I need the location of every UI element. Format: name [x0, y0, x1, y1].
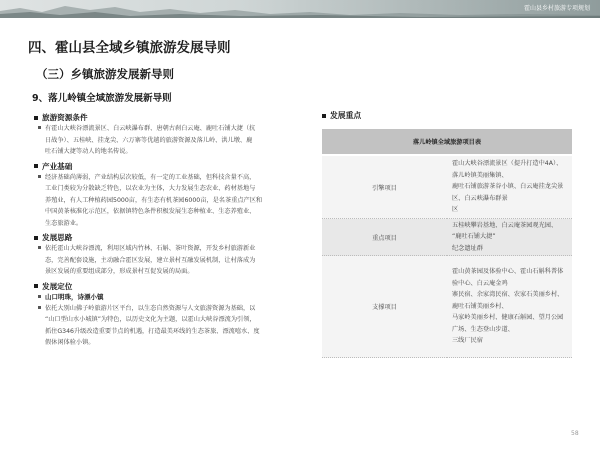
left-column	[34, 112, 300, 349]
cell-line: 纪念遗址群	[452, 244, 483, 252]
page-number: 58	[571, 430, 579, 437]
industry-heading	[34, 161, 300, 172]
square-bullet-icon	[34, 164, 38, 168]
text-line-content: 有霍山大峡谷漂流景区、白云峡瀑布群、唐朝古刹白云庵、鹿吐石铺大捷（抗	[45, 125, 256, 132]
text-line	[38, 326, 300, 338]
row-content	[447, 155, 572, 219]
positioning-subheading	[34, 292, 300, 303]
table-row	[322, 256, 572, 358]
text-line	[38, 255, 300, 267]
table-row	[322, 155, 572, 219]
text-line	[38, 266, 300, 278]
project-table	[322, 129, 572, 358]
text-line-content: 工业门类较为分散缺乏特色，以农业为主体，大力发展生态农业、药材基地与	[45, 185, 256, 192]
cell-line: 马家岭美丽乡村、健康石斛园、望月公园广场、生态登山步道、	[452, 314, 564, 333]
item-title: 9、落儿岭镇全域旅游发展新导则	[32, 93, 172, 104]
text-line-content: 景区发展的重要组成部分，形成景村互促发展的局面。	[45, 268, 194, 275]
text-line	[38, 195, 300, 207]
industry-text	[34, 172, 300, 230]
resources-text	[34, 123, 300, 158]
row-content	[447, 256, 572, 358]
section-title: 四、霍山县全域乡镇旅游发展导则	[28, 40, 231, 56]
text-line	[38, 303, 300, 315]
cell-line: 霍山黄茶园及体验中心、霍山石斛科普体验中心、白云庵金鸡	[452, 268, 564, 287]
bullet-icon	[38, 295, 41, 298]
text-line-content: 抓住G346升级改造重要节点的机遇，打造最美环线的生态茶旅、漂流嘻水、度	[45, 327, 260, 335]
row-label: 支撑项目	[322, 256, 447, 358]
project-table-title: 落儿岭镇全域旅游项目表	[322, 129, 572, 155]
text-line	[38, 146, 300, 158]
positioning-text	[34, 303, 300, 349]
approach-text	[34, 243, 300, 278]
resources-heading-label: 旅游资源条件	[42, 113, 88, 122]
text-line-content: “山口型山水小城镇”为特色，以历史文化为主题，以霍山大峡谷漂流为引领，	[45, 316, 256, 323]
text-line-content: 中国黄茶核准化示范区，依据镇特色条件积极发展生态种植业、生态养殖业、	[45, 208, 256, 215]
text-line-content: 态，完善配套设施，主动融合霍区发展，建立景村互融发展机制，让村落成为	[45, 256, 256, 264]
positioning-heading	[34, 281, 300, 292]
bullet-icon	[38, 306, 41, 309]
positioning-heading-label: 发展定位	[42, 281, 73, 291]
square-bullet-icon	[34, 236, 38, 240]
text-line	[38, 337, 300, 349]
focus-heading	[322, 110, 361, 121]
text-line	[38, 218, 300, 230]
approach-heading-label: 发展思路	[42, 233, 73, 242]
mountain-silhouette-icon	[0, 0, 600, 18]
text-line-content: 日战争）、五桂峡、挂龙尖、六万寨等优越的旅游资源及落儿岭、洪儿墩、鹿	[45, 136, 253, 144]
industry-heading-label: 产业基础	[42, 161, 73, 171]
text-line	[38, 314, 300, 326]
cell-line: 三线厂民宿	[452, 337, 483, 345]
bullet-icon	[38, 175, 41, 178]
row-content	[447, 219, 572, 256]
text-line	[38, 206, 300, 218]
text-line-content: 假休闲体验小镇。	[45, 339, 95, 346]
document-title: 霍山县乡村旅游专项规划	[523, 5, 590, 12]
text-line	[38, 172, 300, 184]
square-bullet-icon	[34, 116, 38, 120]
header-banner	[0, 0, 600, 18]
text-line-content: 吐石铺大捷等动人的地名传说。	[45, 148, 132, 155]
approach-heading	[34, 232, 300, 243]
text-line-content: 生态旅游业。	[45, 219, 83, 227]
text-line-content: 经济基础尚薄弱，产业结构层次较低，有一定的工业基础，但科技含量不高，	[45, 173, 256, 181]
text-line	[38, 123, 300, 135]
cell-line: 鹿吐石铺旅游茶谷小镇、白云庵挂龙尖景区、白云峡瀑布群景	[452, 183, 564, 202]
bullet-icon	[38, 246, 41, 249]
text-line-content: 依托大别山佛子岭旅游片区平台，以生态自然资源与人文旅游资源为基础，以	[45, 304, 256, 312]
text-line-content: 养殖业，有人工种植药园5000亩，有生态有机茶园6000亩，是名茶重点产区和	[45, 196, 263, 204]
cell-line: 五桂峡攀岩基地、白云庵茶园观光园、 “鹿吐石铺大捷”	[452, 221, 558, 241]
text-line-content: 依托霍山大峡谷漂流，利用区域内竹林、石斛、茶叶资源，开发乡村旅游新业	[45, 245, 256, 252]
text-line	[38, 243, 300, 255]
text-line	[38, 183, 300, 195]
square-bullet-icon	[322, 114, 326, 118]
resources-heading	[34, 112, 300, 123]
table-row	[322, 219, 572, 256]
bullet-icon	[38, 126, 41, 129]
cell-line: 霍山大峡谷漂流景区（提升打造中4A）、落儿岭镇美丽集镇、	[452, 160, 563, 179]
cell-line: 寨民宿、余家湾民宿、农家石美丽乡村、鹿吐石铺美丽乡村、	[452, 291, 564, 310]
focus-heading-label: 发展重点	[330, 111, 362, 120]
positioning-slogan: 山口明珠，诗漂小镇	[45, 292, 104, 301]
row-label: 引擎项目	[322, 155, 447, 219]
subsection-title: （三）乡镇旅游发展新导则	[36, 67, 174, 81]
square-bullet-icon	[34, 284, 38, 288]
row-label: 重点项目	[322, 219, 447, 256]
text-line	[38, 135, 300, 147]
cell-line: 区	[452, 206, 459, 214]
